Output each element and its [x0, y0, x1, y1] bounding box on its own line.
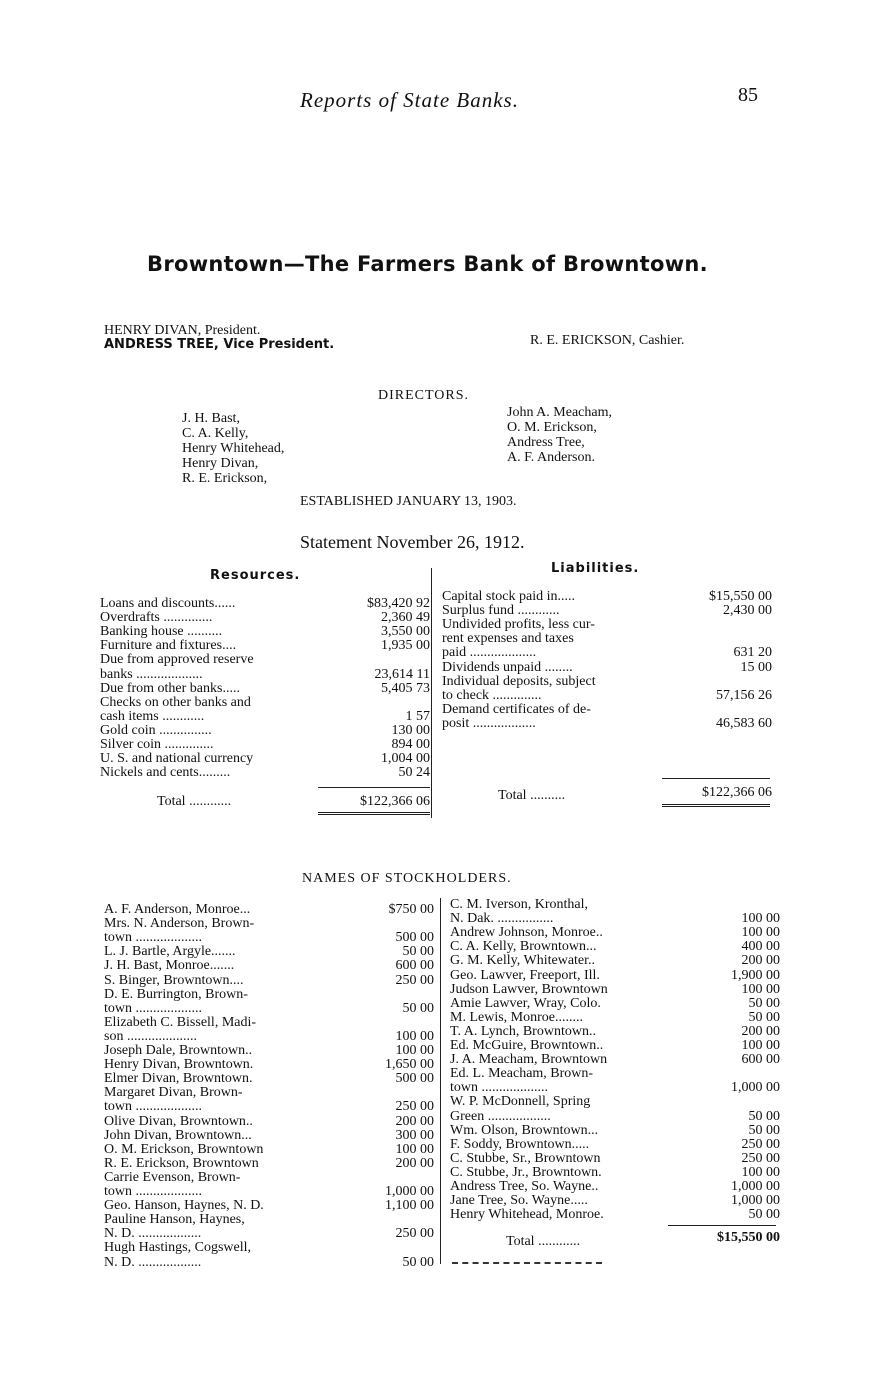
- resources-rule: [318, 787, 430, 788]
- stockholder-amount: 200 00: [395, 1113, 434, 1129]
- director-name: Henry Divan,: [182, 456, 259, 471]
- stockholder-label: son ....................: [104, 1028, 197, 1044]
- resource-label: Gold coin ...............: [100, 722, 212, 738]
- resource-amount: 50 24: [398, 765, 430, 781]
- stockholder-label: Geo. Lawver, Freeport, Ill.: [450, 967, 600, 983]
- stockholder-amount: 200 00: [395, 1155, 434, 1171]
- stockholder-label: Olive Divan, Browntown..: [104, 1113, 253, 1129]
- stockholder-amount: 50 00: [748, 1009, 780, 1025]
- stockholder-label: W. P. McDonnell, Spring: [450, 1094, 591, 1110]
- running-title: Reports of State Banks.: [300, 88, 519, 112]
- vice-president-line: ANDRESS TREE, Vice President.: [104, 337, 335, 352]
- liability-amount: 2,430 00: [723, 603, 772, 619]
- resource-label: Due from approved reserve: [100, 652, 254, 668]
- stockholder-label: town ...................: [450, 1080, 548, 1096]
- stockholder-amount: 250 00: [395, 972, 434, 988]
- stockholder-amount: 500 00: [395, 1071, 434, 1087]
- stockholder-amount: 1,900 00: [731, 967, 780, 983]
- stockholder-amount: 100 00: [741, 1038, 780, 1053]
- statement-title: Statement November 26, 1912.: [300, 532, 525, 552]
- stockholder-label: G. M. Kelly, Whitewater..: [450, 953, 596, 969]
- stockholder-amount: 50 00: [402, 944, 434, 960]
- liability-amount: 57,156 26: [716, 687, 772, 703]
- stockholder-amount: 50 00: [748, 1122, 780, 1138]
- stockholder-amount: 100 00: [395, 1043, 434, 1058]
- stockholders-divider: [440, 898, 441, 1264]
- directors-heading: DIRECTORS.: [378, 388, 470, 403]
- stockholder-label: N. D. ..................: [104, 1226, 202, 1242]
- stockholder-amount: 1,000 00: [385, 1184, 434, 1199]
- stockholder-label: town ...................: [104, 930, 202, 946]
- liability-label: to check ..............: [442, 687, 542, 703]
- resource-label: Furniture and fixtures....: [100, 638, 237, 654]
- stockholder-label: Mrs. N. Anderson, Brown-: [104, 916, 255, 932]
- resource-amount: $83,420 92: [367, 596, 430, 611]
- stockholder-label: Geo. Hanson, Haynes, N. D.: [104, 1198, 264, 1214]
- resources-double-rule: [318, 812, 430, 815]
- directors-left-list: [182, 411, 284, 486]
- director-name: J. H. Bast,: [182, 411, 240, 426]
- stockholders-total: $15,550 00: [717, 1230, 780, 1245]
- stockholder-amount: 600 00: [741, 1052, 780, 1068]
- stockholder-amount: 100 00: [741, 925, 780, 941]
- stockholder-amount: 400 00: [741, 939, 780, 955]
- liability-label: Capital stock paid in.....: [442, 589, 575, 604]
- stockholder-label: Ed. McGuire, Browntown..: [450, 1038, 604, 1053]
- stockholder-label: Elmer Divan, Browntown.: [104, 1071, 253, 1087]
- stockholders-heading: NAMES OF STOCKHOLDERS.: [302, 871, 512, 886]
- stockholder-label: Joseph Dale, Browntown..: [104, 1043, 253, 1058]
- liabilities-double-rule: [662, 804, 770, 807]
- stockholder-amount: 200 00: [741, 1023, 780, 1039]
- stockholder-label: L. J. Bartle, Argyle.......: [104, 944, 236, 960]
- liability-amount: 631 20: [733, 645, 772, 661]
- stockholders-total-label: Total ............: [506, 1234, 581, 1249]
- page-number: 85: [738, 84, 758, 106]
- directors-right-list: [507, 405, 612, 465]
- liability-label: rent expenses and taxes: [442, 631, 574, 647]
- stockholder-label: S. Binger, Browntown....: [104, 972, 244, 988]
- resource-amount: 2,360 49: [381, 610, 430, 626]
- stockholder-amount: 100 00: [395, 1141, 434, 1157]
- stockholder-label: N. Dak. ................: [450, 911, 554, 927]
- stockholder-amount: 1,000 00: [731, 1179, 780, 1194]
- director-name: Andress Tree,: [507, 435, 585, 450]
- stockholder-amount: 250 00: [395, 1099, 434, 1115]
- resource-label: U. S. and national currency: [100, 751, 254, 767]
- stockholder-amount: 250 00: [395, 1226, 434, 1242]
- stockholder-amount: 250 00: [741, 1150, 780, 1166]
- stockholder-amount: 600 00: [395, 958, 434, 974]
- stockholder-amount: 1,650 00: [385, 1057, 434, 1073]
- stockholder-amount: 50 00: [748, 1207, 780, 1223]
- resource-label: Loans and discounts......: [100, 596, 236, 611]
- stockholder-label: J. H. Bast, Monroe.......: [104, 958, 235, 974]
- resource-label: Nickels and cents.........: [100, 765, 231, 781]
- stockholder-label: T. A. Lynch, Browntown..: [450, 1023, 596, 1039]
- resource-amount: 1 57: [405, 708, 430, 724]
- resource-amount: 894 00: [391, 737, 430, 752]
- stockholder-label: O. M. Erickson, Browntown: [104, 1141, 264, 1157]
- stockholder-label: M. Lewis, Monroe........: [450, 1009, 583, 1025]
- stockholder-amount: 300 00: [395, 1127, 434, 1143]
- liability-label: Demand certificates of de-: [442, 701, 591, 717]
- resource-label: Due from other banks.....: [100, 680, 240, 696]
- resource-amount: 1,004 00: [381, 751, 430, 767]
- stockholder-label: R. E. Erickson, Browntown: [104, 1155, 259, 1171]
- stockholder-label: Pauline Hanson, Haynes,: [104, 1212, 245, 1228]
- director-name: John A. Meacham,: [507, 405, 612, 420]
- resource-label: Overdrafts ..............: [100, 610, 213, 626]
- liabilities-heading: Liabilities.: [551, 561, 640, 576]
- stockholder-label: Margaret Divan, Brown-: [104, 1085, 243, 1101]
- stockholder-amount: 100 00: [741, 911, 780, 927]
- cashier-line: R. E. ERICKSON, Cashier.: [530, 333, 685, 348]
- stockholder-label: N. D. ..................: [104, 1254, 202, 1270]
- resource-label: cash items ............: [100, 708, 205, 724]
- bank-title: Browntown—The Farmers Bank of Browntown.: [147, 252, 708, 276]
- stockholder-amount: 50 00: [402, 1254, 434, 1270]
- liability-label: Individual deposits, subject: [442, 673, 596, 689]
- stockholder-label: Elizabeth C. Bissell, Madi-: [104, 1014, 257, 1030]
- director-name: Henry Whitehead,: [182, 441, 285, 456]
- stockholder-label: Amie Lawver, Wray, Colo.: [450, 995, 601, 1011]
- stockholders-bottom-rule: [452, 1262, 602, 1264]
- stockholder-label: C. A. Kelly, Browntown...: [450, 939, 597, 955]
- stockholder-label: F. Soddy, Browntown.....: [450, 1136, 590, 1152]
- stockholder-label: Carrie Evenson, Brown-: [104, 1169, 241, 1185]
- stockholder-amount: 50 00: [402, 1000, 434, 1016]
- stockholder-amount: 100 00: [741, 1164, 780, 1180]
- resource-amount: 1,935 00: [381, 638, 430, 654]
- stockholder-amount: 1,000 00: [731, 1193, 780, 1209]
- liability-amount: 15 00: [740, 659, 772, 675]
- stockholders-rule: [668, 1225, 776, 1226]
- stockholder-label: C. M. Iverson, Kronthal,: [450, 897, 589, 912]
- liabilities-total-label: Total ..........: [498, 788, 566, 803]
- stockholder-label: C. Stubbe, Sr., Browntown: [450, 1150, 601, 1166]
- liability-amount: $15,550 00: [709, 589, 772, 604]
- stockholder-amount: 100 00: [395, 1028, 434, 1044]
- stockholder-label: Ed. L. Meacham, Brown-: [450, 1066, 594, 1082]
- resources-total-label: Total ............: [157, 794, 232, 809]
- resource-label: Silver coin ..............: [100, 737, 214, 752]
- stockholder-label: C. Stubbe, Jr., Browntown.: [450, 1164, 602, 1180]
- liability-label: paid ...................: [442, 645, 537, 661]
- stockholder-amount: 1,000 00: [731, 1080, 780, 1096]
- director-name: C. A. Kelly,: [182, 426, 249, 441]
- stockholder-label: Jane Tree, So. Wayne.....: [450, 1193, 588, 1209]
- liability-label: Undivided profits, less cur-: [442, 617, 595, 633]
- established-line: ESTABLISHED JANUARY 13, 1903.: [300, 494, 517, 509]
- resource-amount: 130 00: [391, 722, 430, 738]
- stockholder-amount: 100 00: [741, 981, 780, 997]
- stockholder-label: Henry Whitehead, Monroe.: [450, 1207, 604, 1223]
- stockholder-label: D. E. Burrington, Brown-: [104, 986, 248, 1002]
- stockholder-label: Henry Divan, Browntown.: [104, 1057, 254, 1073]
- director-name: R. E. Erickson,: [182, 471, 268, 486]
- liability-label: Surplus fund ............: [442, 603, 560, 619]
- stockholder-label: town ...................: [104, 1000, 202, 1016]
- director-name: A. F. Anderson.: [507, 450, 595, 465]
- resource-label: banks ...................: [100, 666, 203, 682]
- stockholder-amount: 500 00: [395, 930, 434, 946]
- liability-label: Dividends unpaid ........: [442, 659, 573, 675]
- stockholder-label: John Divan, Browntown...: [104, 1127, 252, 1143]
- director-name: O. M. Erickson,: [507, 420, 597, 435]
- stockholder-label: Andress Tree, So. Wayne..: [450, 1179, 599, 1194]
- stockholder-amount: $750 00: [388, 902, 434, 917]
- stockholder-amount: 250 00: [741, 1136, 780, 1152]
- resource-amount: 3,550 00: [381, 624, 430, 640]
- resources-heading: Resources.: [210, 568, 301, 583]
- stockholder-label: Wm. Olson, Browntown...: [450, 1122, 599, 1138]
- stockholder-label: J. A. Meacham, Browntown: [450, 1052, 608, 1068]
- resource-label: Banking house ..........: [100, 624, 223, 640]
- liabilities-rule: [662, 778, 770, 779]
- stockholder-label: Judson Lawver, Browntown: [450, 981, 608, 997]
- stockholder-label: town ...................: [104, 1184, 202, 1199]
- liability-label: posit ..................: [442, 715, 536, 731]
- stockholder-label: town ...................: [104, 1099, 202, 1115]
- stockholder-label: Andrew Johnson, Monroe..: [450, 925, 603, 941]
- resource-amount: 23,614 11: [374, 666, 430, 682]
- stockholder-label: Hugh Hastings, Cogswell,: [104, 1240, 251, 1256]
- stockholder-label: Green ..................: [450, 1108, 551, 1124]
- stockholder-amount: 50 00: [748, 1108, 780, 1124]
- liabilities-total: $122,366 06: [702, 785, 772, 800]
- stockholder-amount: 50 00: [748, 995, 780, 1011]
- stockholder-amount: 1,100 00: [385, 1198, 434, 1214]
- president-line: HENRY DIVAN, President.: [104, 323, 261, 338]
- resources-total: $122,366 06: [360, 794, 430, 809]
- stockholder-label: A. F. Anderson, Monroe...: [104, 902, 251, 917]
- stockholder-amount: 200 00: [741, 953, 780, 969]
- resource-label: Checks on other banks and: [100, 694, 251, 710]
- liability-amount: 46,583 60: [716, 715, 772, 731]
- resource-amount: 5,405 73: [381, 680, 430, 696]
- statement-divider: [431, 568, 432, 818]
